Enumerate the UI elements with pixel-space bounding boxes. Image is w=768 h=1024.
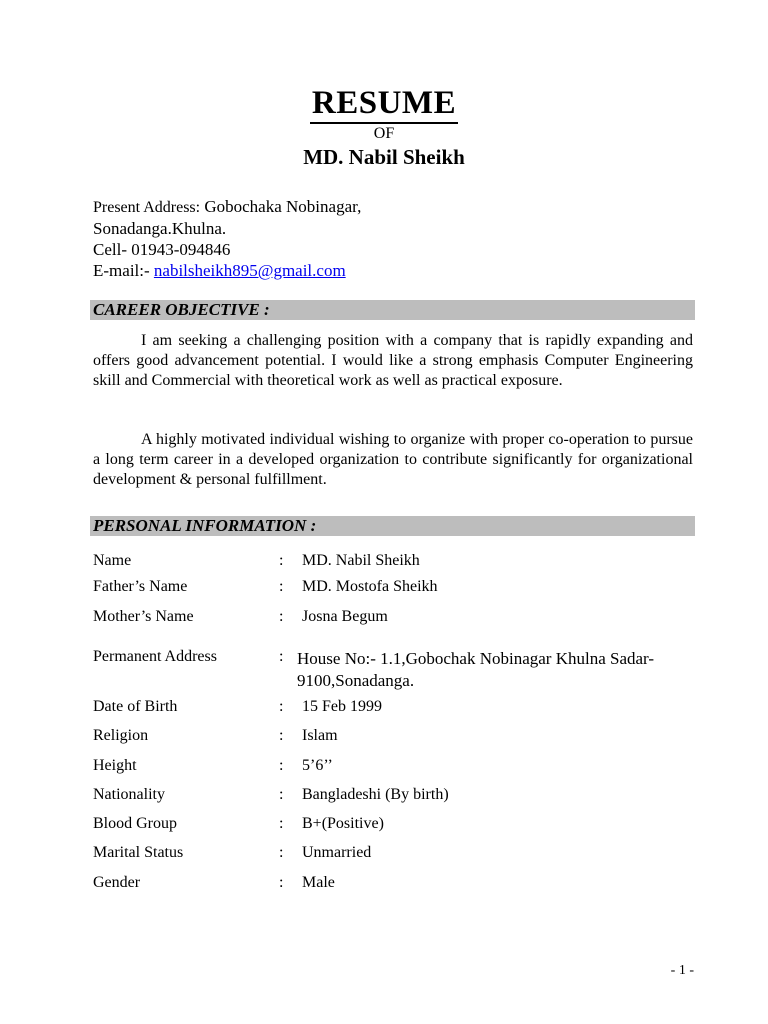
email-label: E-mail:- [93,261,150,280]
resume-title-text: RESUME [310,85,458,124]
info-value: MD. Mostofa Sheikh [302,578,438,595]
personal-information-heading: PERSONAL INFORMATION : [90,516,695,536]
info-label: Religion [93,727,149,744]
applicant-name: MD. Nabil Sheikh [303,145,465,169]
career-objective-heading: CAREER OBJECTIVE : [90,300,695,320]
info-value: Islam [302,727,338,744]
present-address-label: Present Address: [93,199,201,216]
info-value: Unmarried [302,844,372,861]
info-label: Gender [93,874,141,891]
cell-number: Cell- 01943-094846 [93,240,231,259]
info-colon: : [279,608,284,625]
career-paragraph-1: I am seeking a challenging position with a company that is rapidly expanding and offers good advancement potential. I would like a strong emphasis Computer Engineering skill and Commercial with theoretical work as well as practical exposure. [93,332,693,389]
email-line [93,260,361,281]
page-number: - 1 - [670,963,694,978]
email-link[interactable]: nabilsheikh895@gmail.com [153,261,346,280]
info-colon: : [279,844,284,861]
present-address-line [93,196,361,218]
info-value: MD. Nabil Sheikh [302,552,420,569]
of-text: OF [373,125,395,142]
info-value: House No:- 1.1,Gobochak Nobinagar Khulna Sadar- 9100,Sonadanga. [297,649,655,690]
info-colon: : [279,874,284,891]
info-colon: : [279,757,284,774]
contact-block [93,196,361,281]
info-label: Mother’s Name [93,608,194,625]
info-label: Marital Status [93,844,184,861]
present-address-line2: Sonadanga.Khulna. [93,219,227,238]
info-colon: : [279,578,284,595]
info-label: Height [93,757,137,774]
info-label: Nationality [93,786,165,803]
info-colon: : [279,815,284,832]
info-label: Date of Birth [93,698,178,715]
info-label: Father’s Name [93,578,188,595]
resume-title [0,86,768,121]
info-label: Permanent Address [93,648,217,665]
present-address-value: Gobochaka Nobinagar, [204,197,362,216]
career-paragraph-2: A highly motivated individual wishing to organize with proper co-operation to pursue a long term career in a developed organization to contribute significantly for organizational development & personal fulfillment. [93,431,693,488]
info-colon: : [279,552,284,569]
info-value: Josna Begum [302,608,388,625]
info-value: Bangladeshi (By birth) [302,786,449,803]
info-colon: : [279,727,284,744]
info-colon: : [279,698,284,715]
info-value: 5’6’’ [302,757,333,774]
info-value: Male [302,874,335,891]
info-value: 15 Feb 1999 [302,698,382,715]
info-value: B+(Positive) [302,815,384,832]
info-label: Name [93,552,132,569]
info-label: Blood Group [93,815,177,832]
info-colon: : [279,648,284,665]
info-colon: : [279,786,284,803]
